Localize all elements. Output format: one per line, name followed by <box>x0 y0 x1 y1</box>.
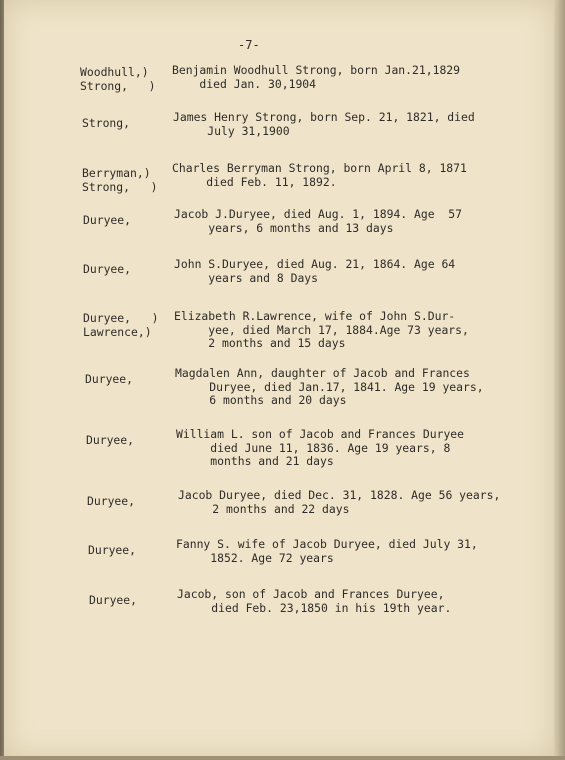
record-line: died Feb. 23,1850 in his 19th year. <box>177 600 452 615</box>
surname-line: Duryee, <box>88 543 137 557</box>
record-text <box>176 538 478 565</box>
record-line: Elizabeth R.Lawrence, wife of John S.Dur- <box>174 309 456 323</box>
record-text <box>174 208 462 235</box>
surname-label <box>83 263 173 277</box>
record-line: Benjamin Woodhull Strong, born Jan.21,1829 <box>172 63 461 77</box>
surname-label <box>85 373 175 387</box>
record-line: years, 6 months and 13 days <box>174 220 394 235</box>
record-line: July 31,1900 <box>173 123 290 138</box>
surname-line: Strong, ) <box>82 179 158 194</box>
record-line: James Henry Strong, born Sep. 21, 1821, died <box>173 110 475 124</box>
surname-line: Duryee, <box>85 372 134 386</box>
record-line: 1852. Age 72 years <box>176 550 334 565</box>
surname-label <box>83 214 173 228</box>
record-text <box>172 162 467 189</box>
record-line: died Jan. 30,1904 <box>172 76 317 91</box>
record-line: Magdalen Ann, daughter of Jacob and Frances <box>175 366 470 380</box>
record-line: months and 21 days <box>176 454 334 468</box>
surname-line: Duryee, ) <box>83 311 159 325</box>
surname-label <box>80 66 170 93</box>
record-line: Jacob J.Duryee, died Aug. 1, 1894. Age 57 <box>174 207 463 221</box>
record-text <box>176 428 464 469</box>
record-line: Charles Berryman Strong, born April 8, 1871 <box>172 161 467 175</box>
surname-line: Duryee, <box>89 593 138 607</box>
record-line: John S.Duryee, died Aug. 21, 1864. Age 64 <box>174 257 456 271</box>
record-line: Fanny S. wife of Jacob Duryee, died July 31, <box>176 537 478 551</box>
record-text <box>174 258 455 285</box>
surname-line: Woodhull,) <box>80 65 149 79</box>
record-text <box>172 64 460 91</box>
document-page <box>4 0 554 758</box>
surname-line: Lawrence,) <box>83 324 152 339</box>
record-text <box>175 367 484 408</box>
surname-line: Duryee, <box>83 213 132 227</box>
surname-label <box>89 594 179 608</box>
record-line: years and 8 Days <box>174 270 319 285</box>
page-number: -7- <box>238 38 260 52</box>
surname-line: Berryman,) <box>82 166 151 180</box>
record-line: died Feb. 11, 1892. <box>172 174 337 189</box>
page-bottom-edge <box>0 756 565 760</box>
surname-line: Strong, ) <box>80 78 156 93</box>
surname-label <box>88 544 178 558</box>
surname-line: Duryee, <box>83 262 132 276</box>
page-edge <box>554 0 565 760</box>
record-line: 6 months and 20 days <box>175 393 347 407</box>
surname-line: Strong, <box>82 116 131 130</box>
record-text <box>178 489 500 516</box>
record-line: 2 months and 15 days <box>174 336 346 350</box>
record-line: died June 11, 1836. Age 19 years, 8 <box>176 440 451 455</box>
surname-label <box>82 167 172 194</box>
surname-label <box>83 312 173 339</box>
record-line: yee, died March 17, 1884.Age 73 years, <box>174 322 469 337</box>
record-line: Duryee, died Jan.17, 1841. Age 19 years, <box>175 379 484 394</box>
record-line: Jacob Duryee, died Dec. 31, 1828. Age 56 years, <box>178 488 501 502</box>
surname-line: Duryee, <box>87 494 136 508</box>
record-line: William L. son of Jacob and Frances Duryee <box>176 427 465 441</box>
record-line: Jacob, son of Jacob and Frances Duryee, <box>177 587 445 601</box>
surname-line: Duryee, <box>86 433 135 447</box>
record-text <box>177 588 451 615</box>
record-text <box>173 111 475 138</box>
record-line: 2 months and 22 days <box>178 501 350 516</box>
record-text <box>174 310 469 351</box>
surname-label <box>87 495 177 509</box>
surname-label <box>86 434 176 448</box>
surname-label <box>82 117 172 131</box>
